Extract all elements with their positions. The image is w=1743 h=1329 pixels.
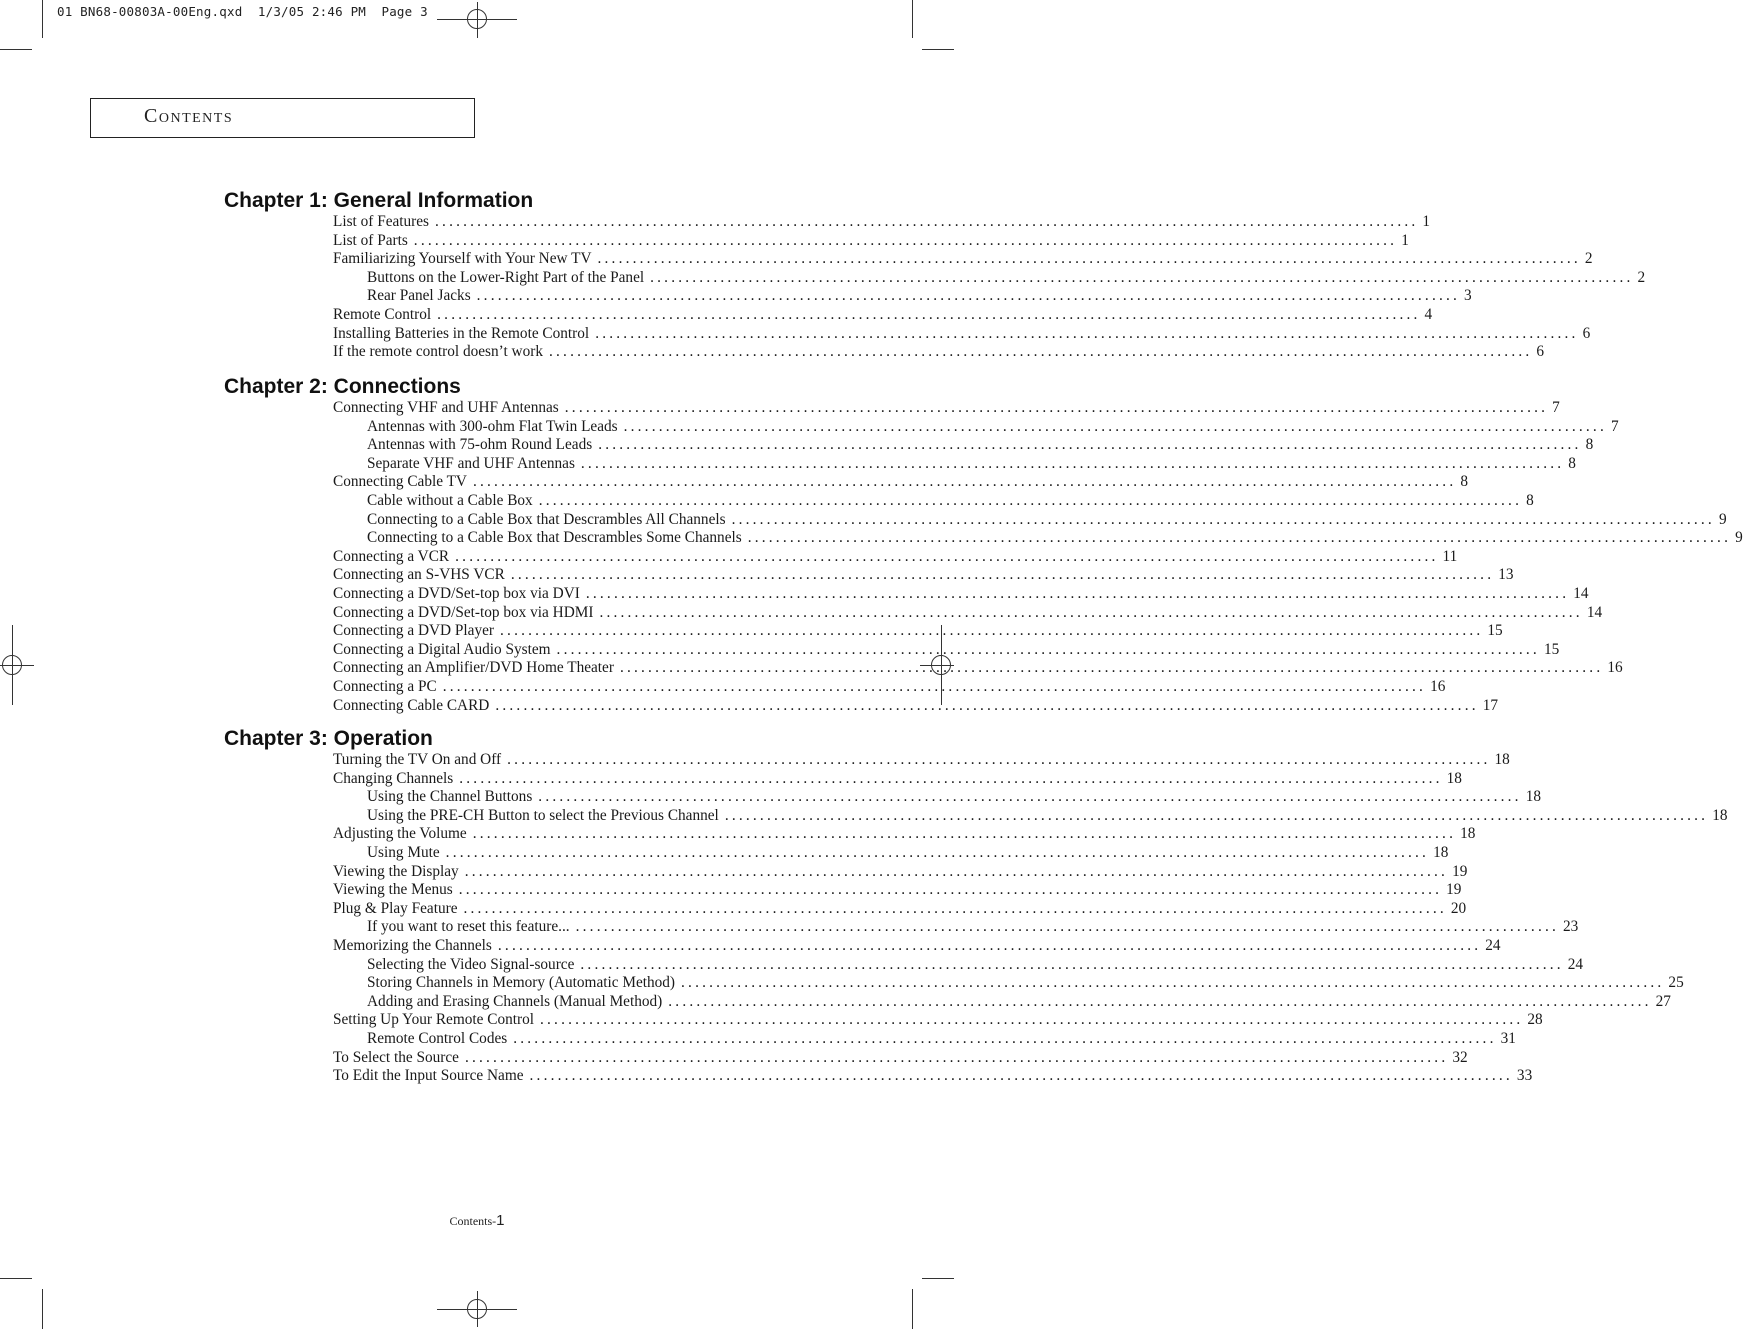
entry-title: Connecting Cable TV	[333, 473, 467, 491]
entry-title: If you want to reset this feature...	[367, 918, 570, 936]
dot-leader: ............................................................................................................................................	[668, 992, 1652, 1010]
dot-leader: ............................................................................................................................................	[476, 287, 1461, 305]
entry-title: List of Features	[333, 213, 430, 230]
toc-entry	[333, 399, 1560, 418]
toc-entry	[333, 343, 1545, 362]
dot-leader: ............................................................................................................................................	[580, 454, 1565, 472]
entry-title: Connecting VHF and UHF Antennas	[333, 399, 559, 416]
entry-page-number: 8	[1585, 436, 1594, 454]
toc-subentry	[367, 788, 1541, 807]
entry-title: Memorizing the Channels	[333, 937, 492, 954]
dot-leader: ............................................................................................................................................	[597, 250, 1581, 268]
toc-entry	[333, 585, 1589, 604]
entry-title: Connecting Cable CARD	[333, 696, 490, 714]
entry-title: Selecting the Video Signal-source	[367, 955, 575, 973]
dot-leader: ............................................................................................................................................	[463, 899, 1447, 917]
toc-entry	[333, 825, 1476, 844]
dot-leader: ............................................................................................................................................	[437, 306, 1421, 323]
dot-leader: ............................................................................................................................................	[458, 881, 1443, 899]
dot-leader: ............................................................................................................................................	[472, 825, 1457, 843]
dot-leader: ............................................................................................................................................	[598, 436, 1582, 454]
entry-title: Cable without a Cable Box	[367, 492, 533, 509]
entry-page-number: 14	[1573, 585, 1589, 602]
entry-page-number: 14	[1586, 603, 1603, 621]
entry-title: Viewing the Menus	[333, 881, 453, 899]
crop-mark-top-left-h	[0, 49, 32, 50]
entry-title: Changing Channels	[333, 769, 454, 787]
entry-title: Connecting a DVD Player	[333, 622, 495, 640]
dot-leader: ............................................................................................................................................	[747, 529, 1732, 547]
entry-title: To Select the Source	[333, 1048, 459, 1066]
dot-leader: ............................................................................................................................................	[623, 417, 1607, 435]
entry-page-number: 15	[1543, 640, 1560, 658]
entry-page-number: 3	[1464, 287, 1472, 305]
dot-leader: ............................................................................................................................................	[507, 751, 1491, 768]
entry-title: Connecting a Digital Audio System	[333, 640, 551, 658]
toc-entry	[333, 566, 1514, 585]
entry-page-number: 18	[1712, 806, 1728, 824]
toc-entry	[333, 862, 1468, 882]
contents-heading-initial: C	[144, 105, 159, 127]
dot-leader: ............................................................................................................................................	[455, 547, 1439, 565]
entry-title: Adding and Erasing Channels (Manual Method)	[367, 992, 663, 1010]
dot-leader: ............................................................................................................................................	[580, 955, 1564, 973]
entry-page-number: 13	[1498, 566, 1514, 584]
entry-page-number: 17	[1482, 696, 1499, 714]
entry-page-number: 19	[1446, 881, 1462, 899]
entry-title: Antennas with 300-ohm Flat Twin Leads	[367, 417, 618, 435]
entry-page-number: 23	[1563, 918, 1579, 936]
entry-title: Storing Channels in Memory (Automatic Method)	[367, 974, 676, 992]
dot-leader: ............................................................................................................................................	[464, 1048, 1449, 1066]
toc-entry	[333, 751, 1510, 770]
entry-title: List of Parts	[333, 231, 408, 249]
dot-leader: ............................................................................................................................................	[599, 603, 1583, 621]
entry-title: Remote Control	[333, 306, 432, 323]
entry-title: Connecting a VCR	[333, 547, 450, 565]
toc-entry	[333, 769, 1462, 789]
dot-leader: ............................................................................................................................................	[556, 640, 1540, 658]
toc-entry	[333, 231, 1409, 251]
entry-page-number: 24	[1567, 955, 1584, 973]
toc-subentry	[367, 955, 1584, 975]
entry-page-number: 25	[1668, 974, 1684, 992]
entry-page-number: 8	[1568, 454, 1576, 472]
toc-entry	[333, 213, 1431, 232]
toc-subentry	[367, 436, 1594, 455]
dot-leader: ............................................................................................................................................	[731, 510, 1715, 528]
toc-entry	[333, 678, 1446, 697]
entry-page-number: 6	[1536, 343, 1545, 361]
dot-leader: ............................................................................................................................................	[464, 862, 1449, 880]
toc-entry	[333, 1011, 1543, 1030]
footer-label: Contents-	[449, 1214, 497, 1228]
entry-title: Viewing the Display	[333, 862, 459, 880]
toc-entry	[333, 696, 1499, 716]
toc-entry	[333, 659, 1623, 678]
page-footer	[0, 1212, 954, 1229]
toc-subentry	[367, 918, 1579, 937]
toc-subentry	[367, 529, 1743, 548]
toc-subentry	[367, 268, 1646, 288]
entry-title: To Edit the Input Source Name	[333, 1067, 524, 1085]
dot-leader: ............................................................................................................................................	[495, 696, 1479, 714]
entry-page-number: 16	[1607, 659, 1623, 677]
entry-title: Connecting to a Cable Box that Descrambles All Channels	[367, 510, 726, 528]
entry-page-number: 11	[1442, 547, 1458, 565]
dot-leader: ............................................................................................................................................	[510, 566, 1495, 584]
entry-title: Connecting to a Cable Box that Descrambles Some Channels	[367, 529, 742, 547]
toc-entry	[333, 324, 1591, 344]
entry-page-number: 18	[1446, 769, 1462, 787]
toc-entry	[333, 1067, 1533, 1086]
dot-leader: ............................................................................................................................................	[650, 268, 1634, 286]
toc-entry	[333, 937, 1501, 956]
dot-leader: ............................................................................................................................................	[540, 1011, 1524, 1029]
entry-title: Connecting a DVD/Set-top box via DVI	[333, 585, 580, 602]
toc-entry	[333, 1048, 1468, 1068]
contents-heading	[144, 105, 233, 128]
dot-leader: ............................................................................................................................................	[619, 659, 1604, 677]
crop-mark-top-left-v	[42, 0, 43, 38]
dot-leader: ............................................................................................................................................	[529, 1067, 1513, 1085]
dot-leader: ............................................................................................................................................	[445, 844, 1430, 861]
entry-page-number: 7	[1552, 399, 1560, 416]
entry-page-number: 1	[1422, 213, 1431, 230]
toc-entry	[333, 547, 1458, 567]
dot-leader: ............................................................................................................................................	[459, 769, 1443, 787]
dot-leader: ............................................................................................................................................	[595, 324, 1579, 342]
entry-page-number: 2	[1637, 268, 1646, 286]
entry-page-number: 8	[1460, 473, 1469, 491]
toc-subentry	[367, 492, 1534, 511]
entry-title: Installing Batteries in the Remote Control	[333, 324, 590, 342]
entry-title: Adjusting the Volume	[333, 825, 467, 843]
entry-page-number: 24	[1485, 937, 1501, 954]
entry-page-number: 18	[1460, 825, 1476, 843]
entry-page-number: 20	[1450, 899, 1467, 917]
toc-subentry	[367, 992, 1671, 1012]
dot-leader: ............................................................................................................................................	[500, 622, 1484, 640]
crop-mark-top-right-v	[912, 0, 913, 38]
entry-page-number: 8	[1526, 492, 1534, 509]
dot-leader: ............................................................................................................................................	[497, 937, 1482, 954]
toc-entry	[333, 603, 1603, 623]
entry-page-number: 33	[1516, 1067, 1533, 1085]
entry-page-number: 4	[1424, 306, 1433, 323]
toc-entry	[333, 640, 1560, 660]
entry-title: Remote Control Codes	[367, 1030, 508, 1047]
dot-leader: ............................................................................................................................................	[724, 806, 1709, 824]
chapter-heading: Chapter 1: General Information	[224, 189, 534, 212]
print-slug: 01 BN68-00803A-00Eng.qxd 1/3/05 2:46 PM Page 3	[57, 4, 428, 19]
entry-title: Connecting an S-VHS VCR	[333, 566, 505, 584]
toc-entry	[333, 899, 1467, 919]
entry-page-number: 9	[1718, 510, 1727, 528]
dot-leader: ............................................................................................................................................	[681, 974, 1665, 992]
entry-page-number: 1	[1401, 231, 1409, 249]
entry-page-number: 28	[1527, 1011, 1543, 1029]
toc-subentry	[367, 510, 1727, 530]
entry-page-number: 2	[1584, 250, 1593, 268]
entry-title: Using the PRE-CH Button to select the Previous Channel	[367, 806, 719, 824]
dot-leader: ............................................................................................................................................	[575, 918, 1560, 936]
dot-leader: ............................................................................................................................................	[585, 585, 1570, 602]
dot-leader: ............................................................................................................................................	[538, 788, 1522, 806]
entry-page-number: 31	[1500, 1030, 1516, 1047]
entry-title: Connecting a PC	[333, 678, 437, 695]
contents-heading-rest: ONTENTS	[158, 111, 234, 126]
dot-leader: ............................................................................................................................................	[472, 473, 1457, 491]
entry-title: Connecting an Amplifier/DVD Home Theater	[333, 659, 614, 677]
entry-title: Setting Up Your Remote Control	[333, 1011, 534, 1029]
toc-subentry	[367, 844, 1449, 863]
entry-page-number: 6	[1582, 324, 1591, 342]
toc-subentry	[367, 1030, 1516, 1049]
chapter-heading: Chapter 2: Connections	[224, 375, 461, 398]
entry-page-number: 9	[1735, 529, 1743, 547]
entry-title: Turning the TV On and Off	[333, 751, 502, 768]
crop-mark-top-right-h	[922, 49, 954, 50]
entry-title: If the remote control doesn’t work	[333, 343, 543, 361]
dot-leader: ............................................................................................................................................	[435, 213, 1419, 230]
chapter-heading: Chapter 3: Operation	[224, 727, 433, 750]
entry-title: Using the Channel Buttons	[367, 788, 533, 806]
crop-mark-bottom-left-v	[42, 1289, 43, 1329]
crop-mark-bottom-right-v	[912, 1289, 913, 1329]
entry-page-number: 7	[1610, 417, 1619, 435]
entry-page-number: 15	[1487, 622, 1503, 640]
crop-mark-bottom-right-h	[922, 1278, 954, 1279]
entry-page-number: 32	[1452, 1048, 1468, 1066]
entry-title: Antennas with 75-ohm Round Leads	[367, 436, 593, 454]
entry-page-number: 18	[1494, 751, 1510, 768]
dot-leader: ............................................................................................................................................	[513, 1030, 1497, 1047]
entry-page-number: 27	[1655, 992, 1671, 1010]
toc-subentry	[367, 974, 1684, 993]
entry-page-number: 16	[1430, 678, 1446, 695]
toc-subentry	[367, 806, 1728, 826]
toc-entry	[333, 881, 1462, 900]
entry-title: Buttons on the Lower-Right Part of the Panel	[367, 268, 645, 286]
entry-title: Familiarizing Yourself with Your New TV	[333, 250, 592, 268]
toc-entry	[333, 250, 1593, 269]
dot-leader: ............................................................................................................................................	[564, 399, 1549, 416]
toc-entry	[333, 306, 1433, 325]
footer-page-number: 1	[496, 1212, 505, 1229]
toc-entry	[333, 473, 1469, 492]
entry-title: Using Mute	[367, 844, 440, 861]
toc-subentry	[367, 287, 1472, 306]
entry-page-number: 19	[1452, 862, 1468, 880]
dot-leader: ............................................................................................................................................	[549, 343, 1533, 361]
entry-title: Rear Panel Jacks	[367, 287, 471, 305]
toc-subentry	[367, 454, 1576, 474]
crop-mark-bottom-left-h	[0, 1278, 32, 1279]
entry-title: Plug & Play Feature	[333, 899, 458, 917]
entry-page-number: 18	[1433, 844, 1449, 861]
dot-leader: ............................................................................................................................................	[413, 231, 1398, 249]
toc-subentry	[367, 417, 1619, 437]
toc-entry	[333, 622, 1503, 641]
dot-leader: ............................................................................................................................................	[442, 678, 1427, 695]
entry-title: Connecting a DVD/Set-top box via HDMI	[333, 603, 594, 621]
entry-title: Separate VHF and UHF Antennas	[367, 454, 575, 472]
dot-leader: ............................................................................................................................................	[538, 492, 1523, 509]
entry-page-number: 18	[1525, 788, 1541, 806]
